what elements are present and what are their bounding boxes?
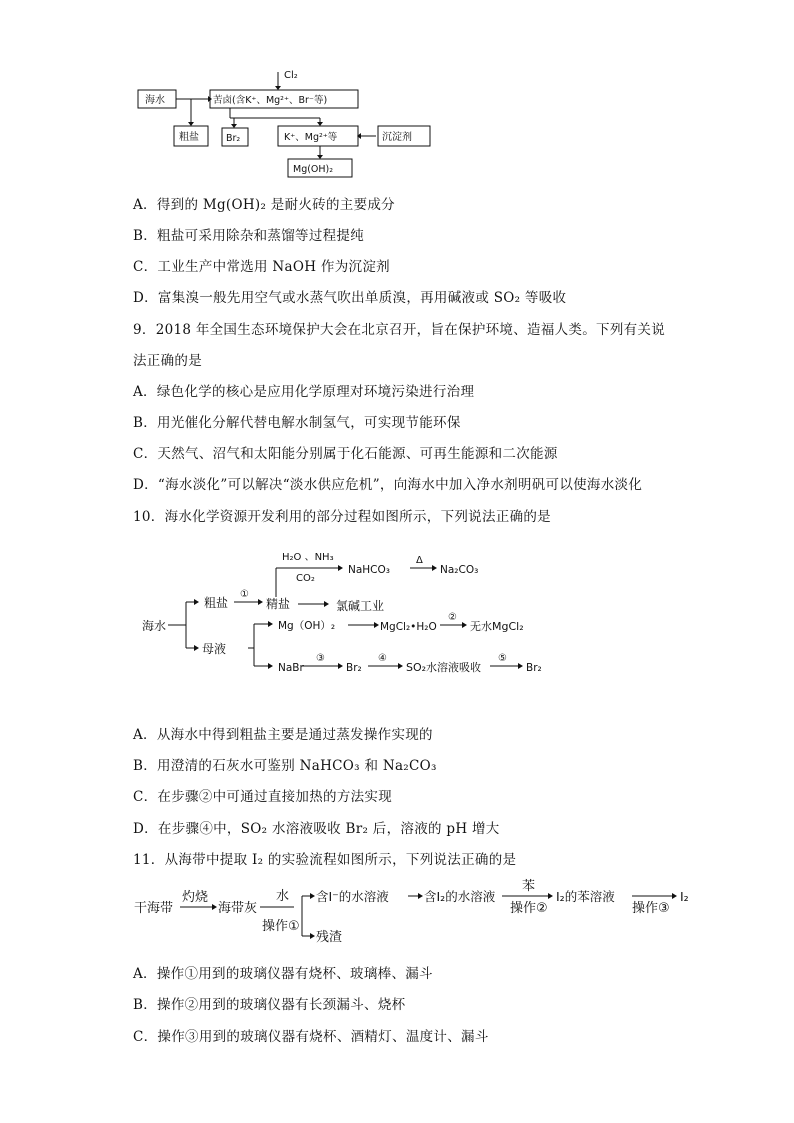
water-label: 水	[276, 889, 290, 904]
flowchart-kelp	[130, 870, 700, 950]
burn-label: 灼烧	[182, 890, 209, 905]
flowchart-seawater	[130, 540, 560, 690]
chlor-alkali-label: 氯碱工业	[336, 599, 385, 613]
q10-option-c: C．在步骤②中可通过直接加热的方法实现	[133, 789, 393, 805]
cl2-label: Cl₂	[284, 70, 298, 81]
precipitant-box: 沉淀剂	[382, 132, 412, 143]
iodine-aq-label: 含I₂的水溶液	[424, 889, 496, 904]
nahco3-label: NaHCO₃	[348, 564, 390, 576]
co2-label: CO₂	[296, 573, 315, 584]
q8-option-d: D．富集溴一般先用空气或水蒸气吹出单质溴，再用碱液或 SO₂ 等吸收	[133, 290, 567, 306]
kelp-ash-label: 海带灰	[218, 901, 258, 916]
q10-option-d: D．在步骤④中，SO₂ 水溶液吸收 Br₂ 后，溶液的 pH 增大	[133, 821, 500, 837]
iodine-product-label: I₂	[680, 889, 689, 904]
q8-option-a: A．得到的 Mg(OH)₂ 是耐火砖的主要成分	[133, 197, 395, 213]
q11-option-a: A．操作①用到的玻璃仪器有烧杯、玻璃棒、漏斗	[133, 966, 433, 982]
q9-stem-line1: 9．2018 年全国生态环境保护大会在北京召开，旨在保护环境、造福人类。下列有关说	[133, 322, 666, 338]
residue-label: 残渣	[316, 930, 343, 945]
refined-salt-label: 精盐	[266, 597, 291, 611]
operation2-label: 操作②	[510, 901, 548, 916]
q8-option-c: C．工业生产中常选用 NaOH 作为沉淀剂	[133, 259, 390, 275]
br2-label-b: Br₂	[526, 662, 542, 674]
iodide-solution-label: 含I⁻的水溶液	[316, 889, 389, 904]
crude-salt-label: 粗盐	[204, 596, 229, 610]
step2-marker: ②	[448, 612, 457, 623]
br2-label-a: Br₂	[346, 662, 362, 674]
operation1-label: 操作①	[262, 919, 300, 934]
q9-option-a: A．绿色化学的核心是应用化学原理对环境污染进行治理	[133, 384, 475, 400]
br2-box: Br₂	[226, 133, 241, 144]
q9-option-d: D．“海水淡化”可以解决“淡水供应危机”，向海水中加入净水剂明矾可以使海水淡化	[133, 477, 643, 493]
q10-stem: 10．海水化学资源开发利用的部分过程如图所示，下列说法正确的是	[133, 509, 551, 525]
delta-label: Δ	[416, 555, 423, 566]
anhydrous-mgcl2-label: 无水MgCl₂	[470, 620, 524, 633]
crude-salt-box: 粗盐	[179, 132, 199, 143]
dry-kelp-label: 干海带	[134, 901, 174, 916]
q11-option-b: B．操作②用到的玻璃仪器有长颈漏斗、烧杯	[133, 997, 406, 1013]
mother-liquor-label: 母液	[202, 642, 227, 656]
iodine-benzene-label: I₂的苯溶液	[556, 889, 615, 904]
step3-marker: ③	[316, 653, 325, 664]
q9-option-c: C．天然气、沼气和太阳能分别属于化石能源、可再生能源和二次能源	[133, 446, 558, 462]
q9-option-b: B．用光催化分解代替电解水制氢气，可实现节能环保	[133, 415, 461, 431]
mgoh2-label: Mg（OH）₂	[278, 620, 336, 632]
h2o-nh3-label: H₂O 、NH₃	[282, 552, 334, 563]
q11-stem: 11．从海带中提取 I₂ 的实验流程如图所示，下列说法正确的是	[133, 852, 517, 868]
brine-box: 苦卤(含K⁺、Mg²⁺、Br⁻等)	[213, 95, 328, 106]
q11-option-c: C．操作③用到的玻璃仪器有烧杯、酒精灯、温度计、漏斗	[133, 1029, 489, 1045]
so2-absorb-label: SO₂水溶液吸收	[406, 661, 482, 674]
step4-marker: ④	[378, 653, 387, 664]
k-mg-box: K⁺、Mg²⁺等	[284, 132, 338, 143]
q8-option-b: B．粗盐可采用除杂和蒸馏等过程提纯	[133, 228, 365, 244]
operation3-label: 操作③	[632, 901, 670, 916]
q9-stem-line2: 法正确的是	[133, 353, 202, 369]
q10-option-a: A．从海水中得到粗盐主要是通过蒸发操作实现的	[133, 727, 433, 743]
flowchart-brine	[130, 62, 440, 182]
na2co3-label: Na₂CO₃	[440, 564, 479, 576]
q10-option-b: B．用澄清的石灰水可鉴别 NaHCO₃ 和 Na₂CO₃	[133, 758, 437, 774]
mgcl2-h2o-label: MgCl₂•H₂O	[380, 621, 437, 633]
benzene-label: 苯	[522, 879, 536, 894]
seawater-box: 海水	[145, 95, 165, 106]
step1-marker: ①	[240, 589, 249, 600]
mgoh2-box: Mg(OH)₂	[293, 164, 334, 175]
nabr-label: NaBr	[278, 662, 304, 674]
seawater-label: 海水	[142, 619, 167, 633]
step5-marker: ⑤	[498, 653, 507, 664]
